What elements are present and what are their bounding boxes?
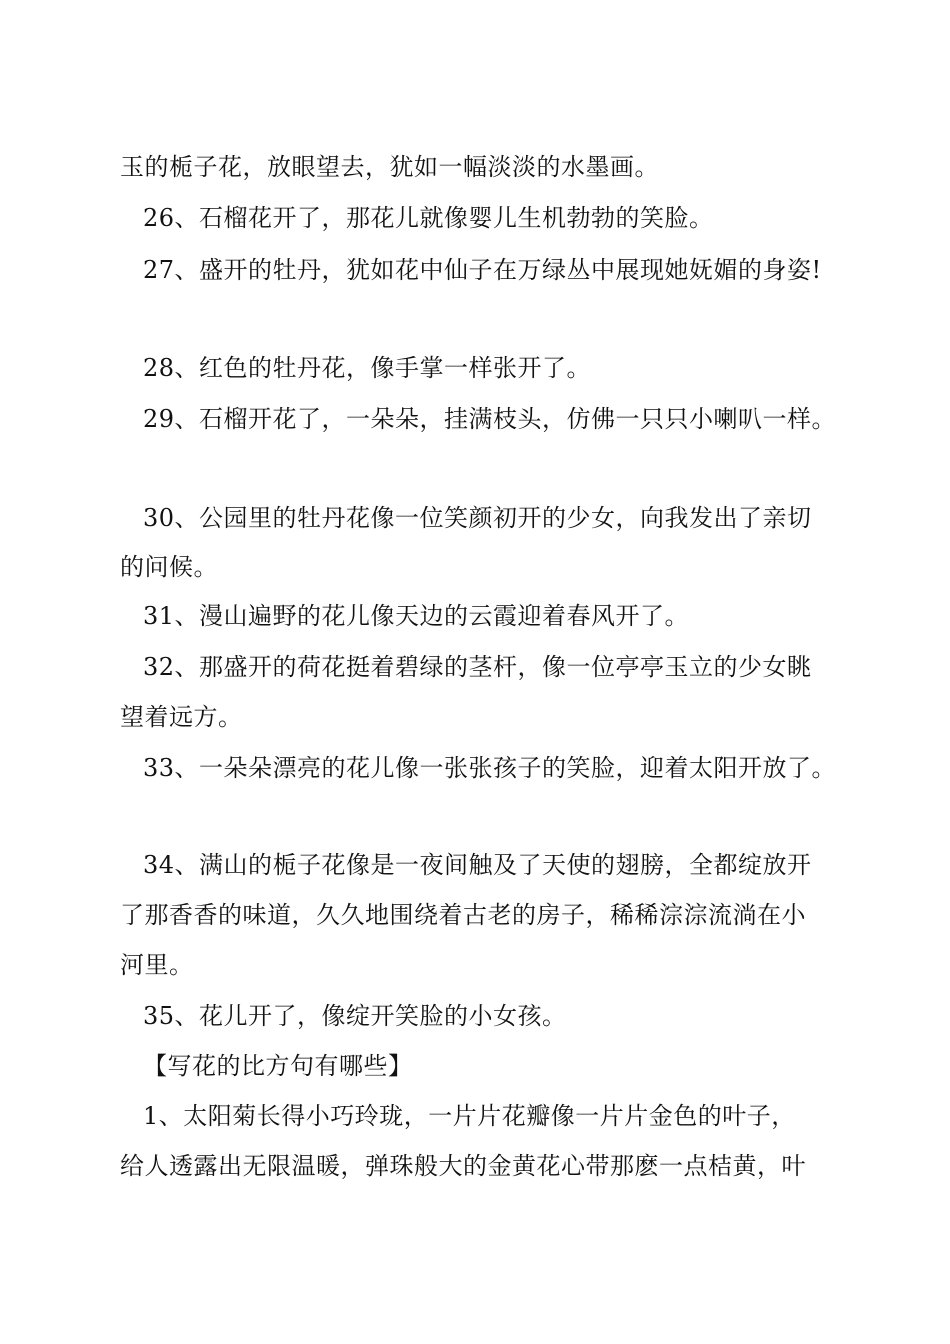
text-line: 27、盛开的牡丹，犹如花中仙子在万绿丛中展现她妩媚的身姿! <box>143 256 822 284</box>
text-line: 给人透露出无限温暖，弹珠般大的金黄花心带那麽一点桔黄，叶 <box>120 1152 806 1180</box>
text-line: 玉的栀子花，放眼望去，犹如一幅淡淡的水墨画。 <box>120 153 659 181</box>
text-line: 了那香香的味道，久久地围绕着古老的房子，稀稀淙淙流淌在小 <box>120 901 806 929</box>
text-line: 的问候。 <box>120 553 218 581</box>
text-line: 河里。 <box>120 951 194 979</box>
text-line: 33、一朵朵漂亮的花儿像一张张孩子的笑脸，迎着太阳开放了。 <box>143 754 837 782</box>
section-heading: 【写花的比方句有哪些】 <box>143 1052 413 1080</box>
text-line: 34、满山的栀子花像是一夜间触及了天使的翅膀，全都绽放开 <box>143 851 812 879</box>
text-line: 1、太阳菊长得小巧玲珑，一片片花瓣像一片片金色的叶子， <box>143 1102 796 1130</box>
text-line: 35、花儿开了，像绽开笑脸的小女孩。 <box>143 1002 567 1030</box>
text-line: 望着远方。 <box>120 703 243 731</box>
text-line: 31、漫山遍野的花儿像天边的云霞迎着春风开了。 <box>143 602 690 630</box>
text-line: 29、石榴开花了，一朵朵，挂满枝头，仿佛一只只小喇叭一样。 <box>143 405 837 433</box>
text-line: 30、公园里的牡丹花像一位笑颜初开的少女，向我发出了亲切 <box>143 504 812 532</box>
text-line: 32、那盛开的荷花挺着碧绿的茎杆，像一位亭亭玉立的少女眺 <box>143 653 812 681</box>
text-line: 28、红色的牡丹花，像手掌一样张开了。 <box>143 354 592 382</box>
text-line: 26、石榴花开了，那花儿就像婴儿生机勃勃的笑脸。 <box>143 204 714 232</box>
